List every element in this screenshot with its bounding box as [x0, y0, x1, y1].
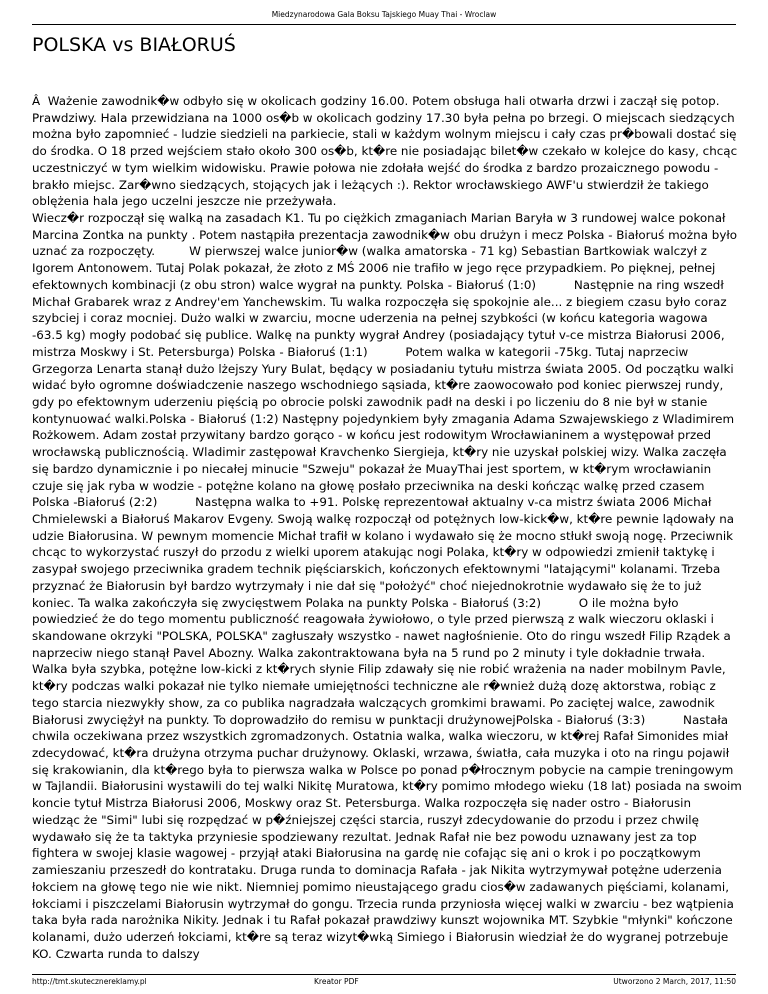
footer-created: Utworzono 2 March, 2017, 11:50: [613, 977, 736, 986]
page-header: Miedzynarodowa Gala Boksu Tajskiego Muay Thai - Wroclaw: [271, 10, 497, 19]
footer-url[interactable]: http://tmt.skutecznereklamy.pl: [32, 977, 147, 986]
article-paragraph: Wiecz�r rozpoczął się walką na zasadach K1. Tu po ciężkich zmaganiach Marian Baryła w 3 rundowej walce pokonał Marcina Zontka na punkty . Potem nastąpiła prezentacja zawodnik�w obu drużyn i mecz Polska - Białoruś można było uznać za rozpoczęty. W pierwszej walce junior�w (walka amatorska - 71 kg) Sebastian Bartkowiak walczył z Igorem Antonowem. Tutaj Polak pokazał, że złoto z MŚ 2006 nie trafiło w jego ręce przypadkiem. Po pięknej, pełnej efektownych kombinacji (z obu stron) walce wygrał na punkty. Polska - Białoruś (1:0) Następnie na ring wszedł Michał Grabarek wraz z Andrey'em Yanchewskim. Tu walka rozpoczęła się spokojnie ale... z biegiem czasu było coraz szybciej i coraz mocniej. Dużo walki w zwarciu, mocne uderzenia na pełnej szybkości (w końcu kategoria wagowa -63.5 kg) mogły podobać się publice. Walkę na punkty wygrał Andrey (posiadający tytuł v-ce mistrza Białorusi 2006, mistrza Moskwy i St. Petersburga) Polska - Białoruś (1:1) Potem walka w kategorii -75kg. Tutaj naprzeciw Grzegorza Lenarta stanął dużo lżejszy Yury Bulat, będący w posiadaniu tytułu mistrza świata 2005. Od początku walki widać było ogromne doświadczenie naszego wschodniego sąsiada, kt�re zaowocowało pod koniec pierwszej rundy, gdy po efektownym uderzeniu pięścią po obrocie polski zawodnik padł na deski i po liczeniu do 8 nie był w stanie kontynuować walki.Polska - Białoruś (1:2) Następny pojedynkiem były zmagania Adama Szwajewskiego z Wladimirem Rożkowem. Adam został przywitany bardzo gorąco - w końcu jest rodowitym Wrocławianinem a występował przed wrocławską publicznością. Wladimir zastępował Kravchenko Siergieja, kt�ry nie uzyskał polskiej wizy. Walka zaczęła się bardzo dynamicznie i po niecałej minucie "Szweju" pokazał że MuayThai jest sportem, w kt�rym wrocławianin czuje się jak ryba w wodzie - potężne kolano na głowę posłało przeciwnika na deski kończąc walkę przed czasem Polska -Białoruś (2:2) Następna walka to +91. Polskę reprezentował aktualny v-ca mistrz świata 2006 Michał Chmielewski a Białoruś Makarov Evgeny. Swoją walkę rozpoczął od potężnych low-kick�w, kt�re pewnie lądowały na udzie Białorusina. W pewnym momencie Michał trafił w kolano i wydawało się że mocno stłukł swoją nogę. Przeciwnik chcąc to wykorzystać ruszył do przodu z wielki uporem atakując nogi Polaka, kt�ry w odpowiedzi zmienił taktykę i zasypał swojego przeciwnika gradem technik pięściarskich, kończonych efektownymi "latającymi" kolanami. Trzeba przyznać że Białorusin był bardzo wytrzymały i nie dał się "położyć" choć niejednokrotnie wydawało się że to już koniec. Ta walka zakończyła się zwycięstwem Polaka na punkty Polska - Białoruś (3:2) O ile można było powiedzieć że do tego momentu publiczność reagowała żywiołowo, o tyle przed pierwszą z walk wieczoru oklaski i skandowane okrzyki "POLSKA, POLSKA" zagłuszały wszystko - nawet nagłośnienie. Oto do ringu wszedł Filip Rządek a naprzeciw niego stanął Pavel Abozny. Walka zakontraktowana była na 5 rund po 2 minuty i tyle dokładnie trwała. Walka była szybka, potężne low-kicki z kt�rych słynie Filip zdawały się nie robić wrażenia na nader mobilnym Pavle, kt�ry podczas walki pokazał nie tylko niemałe umiejętności techniczne ale r�wnież dużą dozę aktorstwa, robiąc z tego starcia niezwykły show, za co publika nagradzała walczących gromkimi brawami. Po zaciętej walce, zawodnik Białorusi zwyciężył na punkty. To doprowadziło do remisu w punktacji drużynowejPolska - Białoruś (3:3) Nastała chwila oczekiwana przez wszystkich zgromadzonych. Ostatnia walka, walka wieczoru, w kt�rej Rafał Simonides miał zdecydować, kt�ra drużyna otrzyma puchar drużynowy. Oklaski, wrzawa, światła, cała muzyka i oto na ringu pojawił się krakowianin, dla kt�rego była to pierwsza walka w Polsce po ponad p�łrocznym pobycie na campie treningowym w Tajlandii. Białorusini wystawili do tej walki Nikitę Muratowa, kt�ry pomimo młodego wieku (18 lat) posiada na swoim koncie tytuł Mistrza Białorusi 2006, Moskwy oraz St. Petersburga. Walka rozpoczęła się nader ostro - Białorusin wiedząc że "Simi" lubi się rozpędzać w p�źniejszej części starcia, ruszył zdecydowanie do przodu i przez chwilę wydawało się że ta taktyka przyniesie spodziewany rezultat. Jednak Rafał nie bez powodu uznawany jest za top fightera w swojej klasie wagowej - przyjął ataki Białorusina na gardę nie cofając się ani o krok i po początkowym zamieszaniu przeszedł do kontrataku. Druga runda to dominacja Rafała - jak Nikita wytrzymywał potężne uderzenia łokciem na głowę tego nie wie nikt. Niemniej pomimo nieustającego gradu cios�w zadawanych pięściami, kolanami, łokciami i piszczelami Białorusin wytrzymał do gongu. Trzecia runda przyniosła więcej walki w zwarciu - bez wątpienia taka była rada narożnika Nikity. Jednak i tu Rafał pokazał prawdziwy kunszt wojownika MT. Szybkie "młynki" kończone kolanami, dużo uderzeń łokciami, kt�re są teraz wizyt�wką Simiego i Białorusin wiedział że do wygranej potrzebuje KO. Czwarta runda to dalszy: [32, 211, 746, 961]
article-body: [32, 93, 746, 962]
footer-generator: Kreator PDF: [314, 977, 359, 986]
article-paragraph: Â Ważenie zawodnik�w odbyło się w okolicach godziny 16.00. Potem obsługa hali otwarła drzwi i zaczął się potop. Prawdziwy. Hala przewidziana na 1000 os�b w okolicach godziny 17.30 była pełna po brzegi. O miejscach siedzących można było zapomnieć - ludzie siedzieli na parkiecie, stali w każdym wolnym miejscu i cały czas pr�bowali dostać się do środka. O 18 przed wejściem stało około 300 os�b, kt�re nie posiadając bilet�w czekało w kolejce do kasy, chcąc uczestniczyć w tym wielkim widowisku. Prawie połowa nie zdołała wejść do środka z bardzo prozaicznego powodu - brakło miejsc. Zar�wno siedzących, stojących jak i leżących :). Rektor wrocławskiego AWF'u stwierdził że takiego oblężenia hala jego uczelni jeszcze nie przeżywała.: [32, 94, 741, 209]
footer-rule: [32, 974, 736, 975]
header-rule: [32, 24, 736, 25]
article-title: POLSKA vs BIAŁORUŚ: [32, 34, 236, 56]
